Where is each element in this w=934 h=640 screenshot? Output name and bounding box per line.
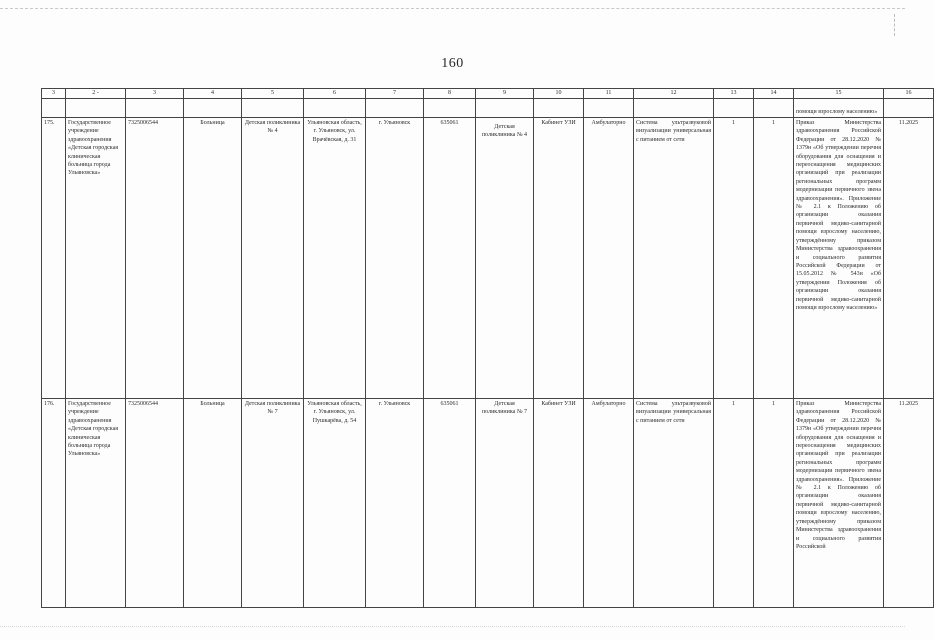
column-number: 11 xyxy=(584,89,634,99)
organization-name: Государственное учреждение здравоохранения «Детская городская клиническая больница города Ульяновска» xyxy=(66,118,126,399)
unit-name: Детская поликлиника № 7 xyxy=(476,399,534,608)
column-number: 3 xyxy=(126,89,184,99)
column-number: 14 xyxy=(754,89,794,99)
table-row xyxy=(42,118,934,399)
address: Ульяновская область, г. Ульяновск, ул. Врачёвская, д. 31 xyxy=(304,118,366,399)
column-number: 2 - xyxy=(66,89,126,99)
column-number: 3 xyxy=(42,89,66,99)
column-number: 7 xyxy=(366,89,424,99)
scan-bottom-edge xyxy=(0,626,905,627)
room-name: Кабинет УЗИ xyxy=(534,399,584,608)
city: г. Ульяновск xyxy=(366,118,424,399)
column-number: 8 xyxy=(424,89,476,99)
equipment-name: Система ультразвуковой визуализации универсальная с питанием от сети xyxy=(634,118,714,399)
column-number: 6 xyxy=(304,89,366,99)
quantity-col13: 1 xyxy=(714,399,754,608)
table-row xyxy=(42,399,934,608)
delivery-date: 11.2025 xyxy=(884,118,934,399)
unit-name: Детская поликлиника № 4 xyxy=(476,118,534,399)
organization-name: Государственное учреждение здравоохранения «Детская городская клиническая больница города Ульяновска» xyxy=(66,399,126,608)
column-number: 16 xyxy=(884,89,934,99)
page-number: 160 xyxy=(441,56,464,71)
continuation-row xyxy=(42,99,934,118)
legal-basis: Приказ Министерства здравоохранения Российской Федерации от 28.12.2020 № 1379н «Об утверждении перечня оборудования для оснащения и переоснащения медицинских организаций при реализации региональных программ модернизации первичного звена здравоохранения». Приложение № 2.1 к Положению об организации оказания первичной медико-санитарной помощи взрослому населению, утверждённому приказом Министерства здравоохранения и социального развития Российской Федерации от 15.05.2012 № 543н «Об утверждении Положения об организации оказания первичной медико-санитарной помощи взрослому населению» xyxy=(794,118,884,399)
postcode: 635061 xyxy=(424,399,476,608)
inn-value: 7325006544 xyxy=(126,399,184,608)
inn-value: 7325006544 xyxy=(126,118,184,399)
organization-type: Больница xyxy=(184,118,242,399)
organization-type: Больница xyxy=(184,399,242,608)
room-name: Кабинет УЗИ xyxy=(534,118,584,399)
care-form: Амбулаторно xyxy=(584,399,634,608)
row-number: 175. xyxy=(42,118,66,399)
subdivision-name: Детская поликлиника № 4 xyxy=(242,118,304,399)
equipment-register-table xyxy=(41,88,934,608)
city: г. Ульяновск xyxy=(366,399,424,608)
subdivision-name: Детская поликлиника № 7 xyxy=(242,399,304,608)
care-form: Амбулаторно xyxy=(584,118,634,399)
quantity-col14: 1 xyxy=(754,399,794,608)
column-number-row xyxy=(42,89,934,99)
column-number: 5 xyxy=(242,89,304,99)
delivery-date: 11.2025 xyxy=(884,399,934,608)
scan-corner-mark xyxy=(894,14,899,36)
equipment-name: Система ультразвуковой визуализации универсальная с питанием от сети xyxy=(634,399,714,608)
quantity-col14: 1 xyxy=(754,118,794,399)
column-number: 9 xyxy=(476,89,534,99)
address: Ульяновская область, г. Ульяновск, ул. Пушкарёва, д. 54 xyxy=(304,399,366,608)
continuation-basis-text: помощи взрослому населению» xyxy=(794,99,884,118)
column-number: 13 xyxy=(714,89,754,99)
scan-edge-line xyxy=(0,8,905,9)
column-number: 10 xyxy=(534,89,584,99)
column-number: 12 xyxy=(634,89,714,99)
column-number: 4 xyxy=(184,89,242,99)
postcode: 635061 xyxy=(424,118,476,399)
row-number: 176. xyxy=(42,399,66,608)
column-number: 15 xyxy=(794,89,884,99)
legal-basis: Приказ Министерства здравоохранения Российской Федерации от 28.12.2020 № 1379н «Об утверждении перечня оборудования для оснащения и переоснащения медицинских организаций при реализации региональных программ модернизации первичного звена здравоохранения». Приложение № 2.1 к Положению об организации оказания первичной медико-санитарной помощи взрослому населению, утверждённому приказом Министерства здравоохранения и социального развития Российской xyxy=(794,399,884,608)
quantity-col13: 1 xyxy=(714,118,754,399)
